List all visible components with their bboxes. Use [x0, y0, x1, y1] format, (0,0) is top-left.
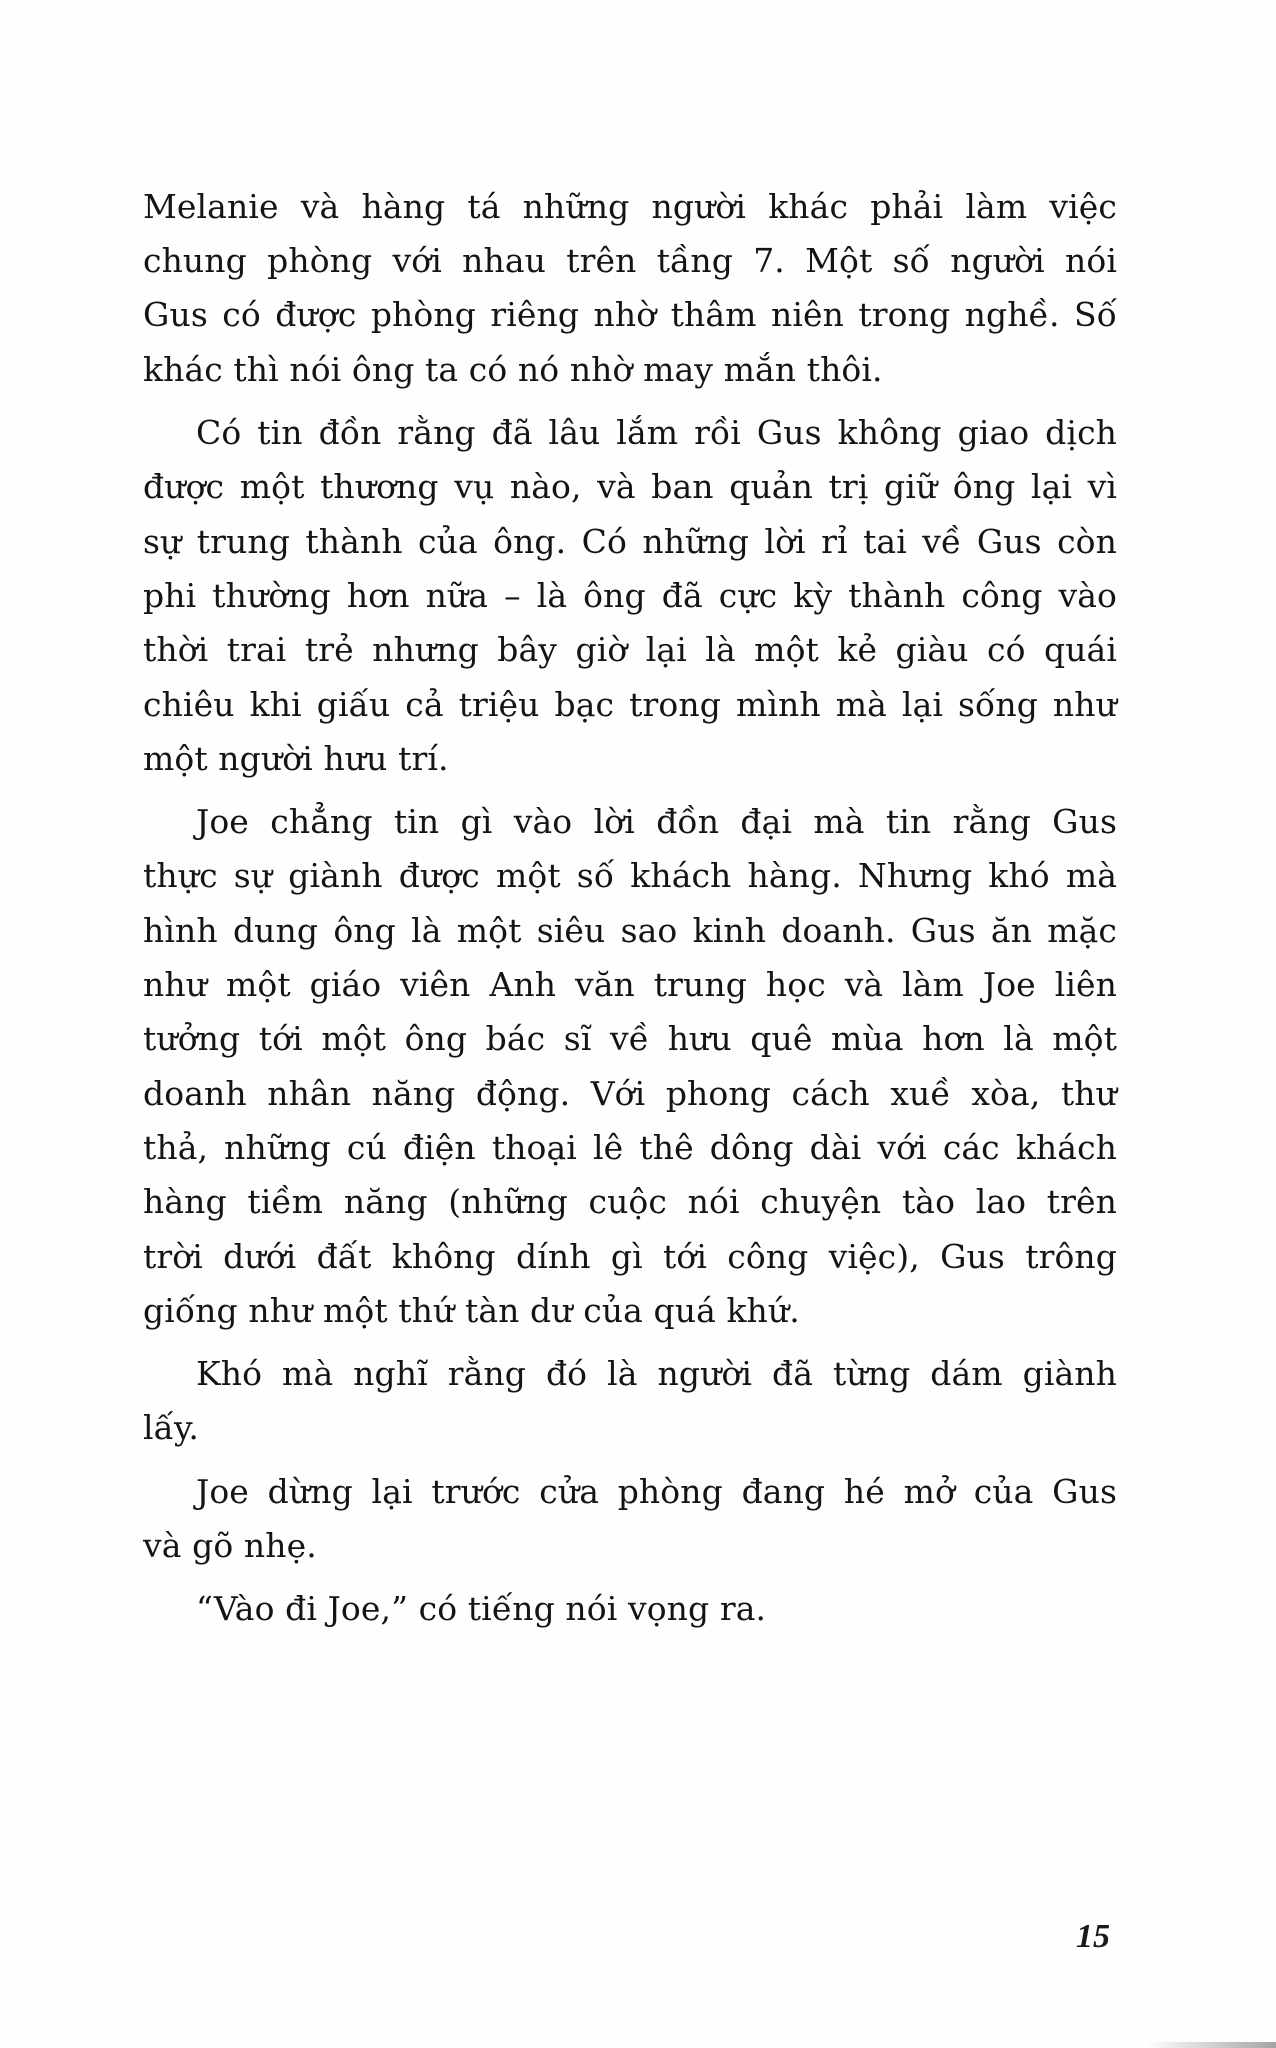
paragraph-4-line-1: Khó mà nghĩ rằng đó là người đã từng dám giành	[196, 1354, 1117, 1393]
paragraph-3-line-5: tưởng tới một ông bác sĩ về hưu quê mùa hơn là một	[143, 1019, 1117, 1058]
paragraph-2-line-4: phi thường hơn nữa – là ông đã cực kỳ thành công vào	[143, 576, 1117, 615]
paragraph-2-line-7: một người hưu trí.	[143, 739, 449, 778]
paragraph-6-line-1: “Vào đi Joe,” có tiếng nói vọng ra.	[196, 1589, 767, 1628]
paragraph-4-line-2: lấy.	[143, 1408, 199, 1447]
page-number: 15	[1076, 1918, 1110, 1955]
paragraph-3-line-6: doanh nhân năng động. Với phong cách xuề xòa, thư	[143, 1074, 1117, 1113]
paragraph-1-line-3: Gus có được phòng riêng nhờ thâm niên trong nghề. Số	[143, 295, 1117, 334]
paragraph-1-line-4: khác thì nói ông ta có nó nhờ may mắn thôi.	[143, 350, 883, 389]
paragraph-3-line-1: Joe chẳng tin gì vào lời đồn đại mà tin rằng Gus	[196, 802, 1117, 841]
paragraph-3-line-8: hàng tiềm năng (những cuộc nói chuyện tào lao trên	[143, 1182, 1117, 1221]
paragraph-2-line-2: được một thương vụ nào, và ban quản trị giữ ông lại vì	[143, 467, 1117, 506]
paragraph-2-line-6: chiêu khi giấu cả triệu bạc trong mình mà lại sống như	[143, 685, 1117, 724]
paragraph-3-line-4: như một giáo viên Anh văn trung học và làm Joe liên	[143, 965, 1117, 1004]
paragraph-1-line-2: chung phòng với nhau trên tầng 7. Một số người nói	[143, 241, 1117, 280]
paragraph-3-line-10: giống như một thứ tàn dư của quá khứ.	[143, 1291, 800, 1330]
paragraph-1-line-1: Melanie và hàng tá những người khác phải làm việc	[143, 187, 1117, 226]
paragraph-3-line-3: hình dung ông là một siêu sao kinh doanh. Gus ăn mặc	[143, 911, 1117, 950]
paragraph-2-line-3: sự trung thành của ông. Có những lời rỉ tai về Gus còn	[143, 522, 1117, 561]
paragraph-3-line-7: thả, những cú điện thoại lê thê dông dài với các khách	[143, 1128, 1117, 1167]
paragraph-5-line-1: Joe dừng lại trước cửa phòng đang hé mở của Gus	[196, 1472, 1117, 1511]
paragraph-2-line-5: thời trai trẻ nhưng bây giờ lại là một kẻ giàu có quái	[143, 630, 1117, 669]
paragraph-2-line-1: Có tin đồn rằng đã lâu lắm rồi Gus không giao dịch	[196, 413, 1117, 452]
scan-edge-shadow	[1146, 2042, 1276, 2048]
paragraph-5-line-2: và gõ nhẹ.	[143, 1526, 317, 1565]
paragraph-3-line-9: trời dưới đất không dính gì tới công việc), Gus trông	[143, 1237, 1117, 1276]
paragraph-3-line-2: thực sự giành được một số khách hàng. Nhưng khó mà	[143, 856, 1117, 895]
